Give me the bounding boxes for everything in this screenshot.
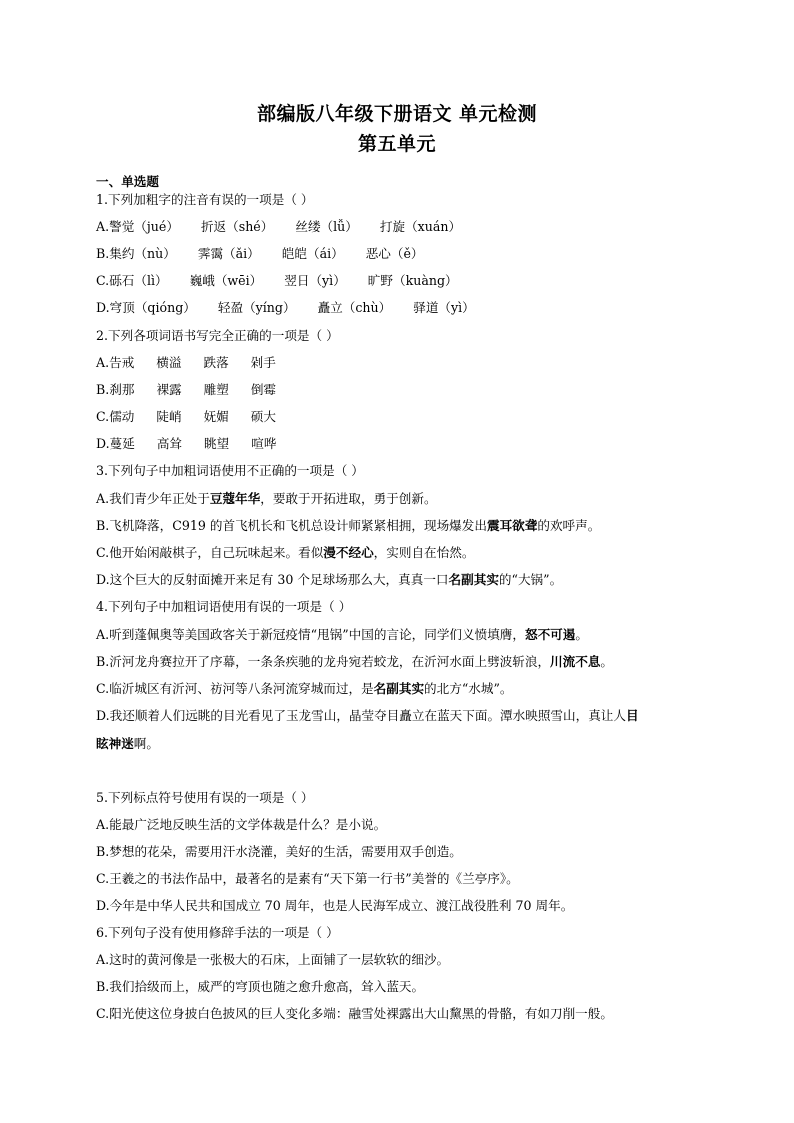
option-text: 。 — [600, 654, 614, 669]
option-text: A.告戒 — [96, 355, 135, 370]
option-text: 雕塑 — [203, 382, 229, 397]
option-text: 的北方“水城”。 — [424, 681, 513, 696]
bold-term: 名副其实 — [448, 572, 499, 587]
option-text: 恶心（ě） — [365, 246, 424, 261]
option-text: 翌日（yì） — [284, 273, 346, 288]
option-text: 霁霭（ǎi） — [197, 246, 260, 261]
question-2-option-b — [96, 381, 276, 399]
option-text: 的欢呼声。 — [537, 518, 601, 533]
option-text: 的“大锅”。 — [498, 572, 563, 587]
option-text: 巍峨（wēi） — [189, 273, 263, 288]
option-text: ，实则自在怡然。 — [373, 545, 475, 560]
option-text: 旷野（kuàng） — [367, 273, 458, 288]
question-1-option-d — [96, 299, 475, 317]
option-text: 。 — [575, 627, 588, 642]
option-text: 眺望 — [204, 436, 230, 451]
question-1-stem: 1.下列加粗字的注音有误的一项是（ ） — [96, 192, 314, 207]
question-5-stem: 5.下列标点符号使用有误的一项是（ ） — [96, 790, 314, 805]
question-6-option-a: A.这时的黄河像是一张极大的石床，上面铺了一层软软的细沙。 — [96, 952, 450, 967]
question-2-option-d — [96, 435, 276, 453]
question-4-option-c — [96, 680, 513, 698]
section-heading: 一、单选题 — [96, 174, 159, 189]
option-text: D.这个巨大的反射面摊开来足有 30 个足球场那么大，真真一口 — [96, 572, 449, 587]
question-4-option-b — [96, 653, 613, 671]
option-text: C.砾石（lì） — [96, 273, 168, 288]
option-text: 矗立（chù） — [317, 300, 392, 315]
question-5-option-a: A.能最广泛地反映生活的文学体裁是什么？是小说。 — [96, 817, 387, 832]
option-text: 倒霉 — [250, 382, 277, 397]
option-text: 裸露 — [156, 382, 182, 397]
option-text: 剁手 — [250, 355, 276, 370]
option-text: C.临沂城区有沂河、祊河等八条河流穿城而过，是 — [96, 681, 374, 696]
option-text: 跌落 — [203, 355, 229, 370]
bold-term: 漫不经心 — [323, 545, 374, 560]
option-text: D.蔓延 — [96, 436, 135, 451]
option-text: 丝缕（lǚ） — [295, 219, 358, 234]
option-text: 驿道（yì） — [413, 300, 475, 315]
bold-term: 怒不可遏 — [524, 627, 576, 642]
question-6-option-b: B.我们拾级而上，威严的穹顶也随之愈升愈高，耸入蓝天。 — [96, 979, 425, 994]
option-text: A.听到蓬佩奥等美国政客关于新冠疫情“甩锅”中国的言论，同学们义愤填膺， — [96, 627, 525, 642]
document-title: 部编版八年级下册语文 单元检测 — [256, 103, 538, 125]
question-3-stem: 3.下列句子中加粗词语使用不正确的一项是（ ） — [96, 463, 364, 478]
question-4-option-a — [96, 626, 588, 644]
option-text: D.穹顶（qióng） — [96, 300, 196, 315]
question-3-option-c — [96, 544, 474, 562]
option-text: D.我还顺着人们远眺的目光看见了玉龙雪山，晶莹夺目矗立在蓝天下面。潭水映照雪山，真让人 — [96, 708, 626, 723]
question-5-option-b: B.梦想的花朵，需要用汗水浇灌，美好的生活，需要用双手创造。 — [96, 844, 462, 859]
question-6-stem: 6.下列句子没有使用修辞手法的一项是（ ） — [96, 925, 339, 940]
option-text: 陡峭 — [156, 409, 182, 424]
option-text: 喧哗 — [251, 436, 277, 451]
question-2-option-c — [96, 408, 276, 426]
bold-term: 名副其实 — [373, 681, 425, 696]
question-1-option-a — [96, 218, 461, 236]
bold-term: 震耳欲聋 — [486, 518, 538, 533]
option-text: 硕大 — [250, 409, 276, 424]
option-text: C.他开始闲敲棋子，自己玩味起来。看似 — [96, 545, 324, 560]
bold-term: 川流不息 — [550, 654, 601, 669]
option-text: B.飞机降落，C919 的首飞机长和飞机总设计师紧紧相拥，现场爆发出 — [96, 518, 487, 533]
question-4-option-d-continued — [96, 735, 159, 753]
option-text: 皑皑（ái） — [281, 246, 344, 261]
option-text: C.儒动 — [96, 409, 135, 424]
option-text: 啊。 — [133, 736, 159, 751]
option-text: B.集约（nù） — [96, 246, 176, 261]
option-text: 高耸 — [156, 436, 183, 451]
question-4-stem: 4.下列句子中加粗词语使用有误的一项是（ ） — [96, 599, 352, 614]
question-1-option-c — [96, 272, 458, 290]
option-text: 横溢 — [156, 355, 182, 370]
option-text: 折返（shé） — [200, 219, 274, 234]
document-subtitle: 第五单元 — [357, 133, 436, 155]
question-1-option-b — [96, 245, 424, 263]
option-text: ，要敢于开拓进取，勇于创新。 — [260, 491, 437, 506]
question-5-option-d: D.今年是中华人民共和国成立 70 周年，也是人民海军成立、渡江战役胜利 70 周年。 — [96, 898, 574, 913]
option-text: 妩媚 — [203, 409, 229, 424]
option-text: A.我们青少年正处于 — [96, 491, 210, 506]
option-text: 打旋（xuán） — [379, 219, 462, 234]
question-2-stem: 2.下列各项词语书写完全正确的一项是（ ） — [96, 328, 339, 343]
bold-term: 眩神迷 — [96, 736, 134, 751]
question-6-option-c: C.阳光使这位身披白色披风的巨人变化多端：融雪处裸露出大山黧黑的骨骼，有如刀削一般。 — [96, 1006, 613, 1021]
option-text: B.沂河龙舟赛拉开了序幕，一条条疾驰的龙舟宛若蛟龙，在沂河水面上劈波斩浪， — [96, 654, 551, 669]
option-text: A.警觉（jué） — [96, 219, 179, 234]
question-3-option-a — [96, 490, 437, 508]
question-3-option-b — [96, 517, 600, 535]
option-text: B.刹那 — [96, 382, 135, 397]
question-2-option-a — [96, 354, 276, 372]
question-3-option-d — [96, 571, 562, 589]
bold-term: 豆蔻年华 — [209, 491, 261, 506]
question-5-option-c: C.王羲之的书法作品中，最著名的是素有“天下第一行书”美誉的《兰亭序》。 — [96, 871, 519, 886]
question-4-option-d — [96, 707, 639, 725]
bold-term: 目 — [626, 708, 639, 723]
option-text: 轻盈（yíng） — [217, 300, 296, 315]
